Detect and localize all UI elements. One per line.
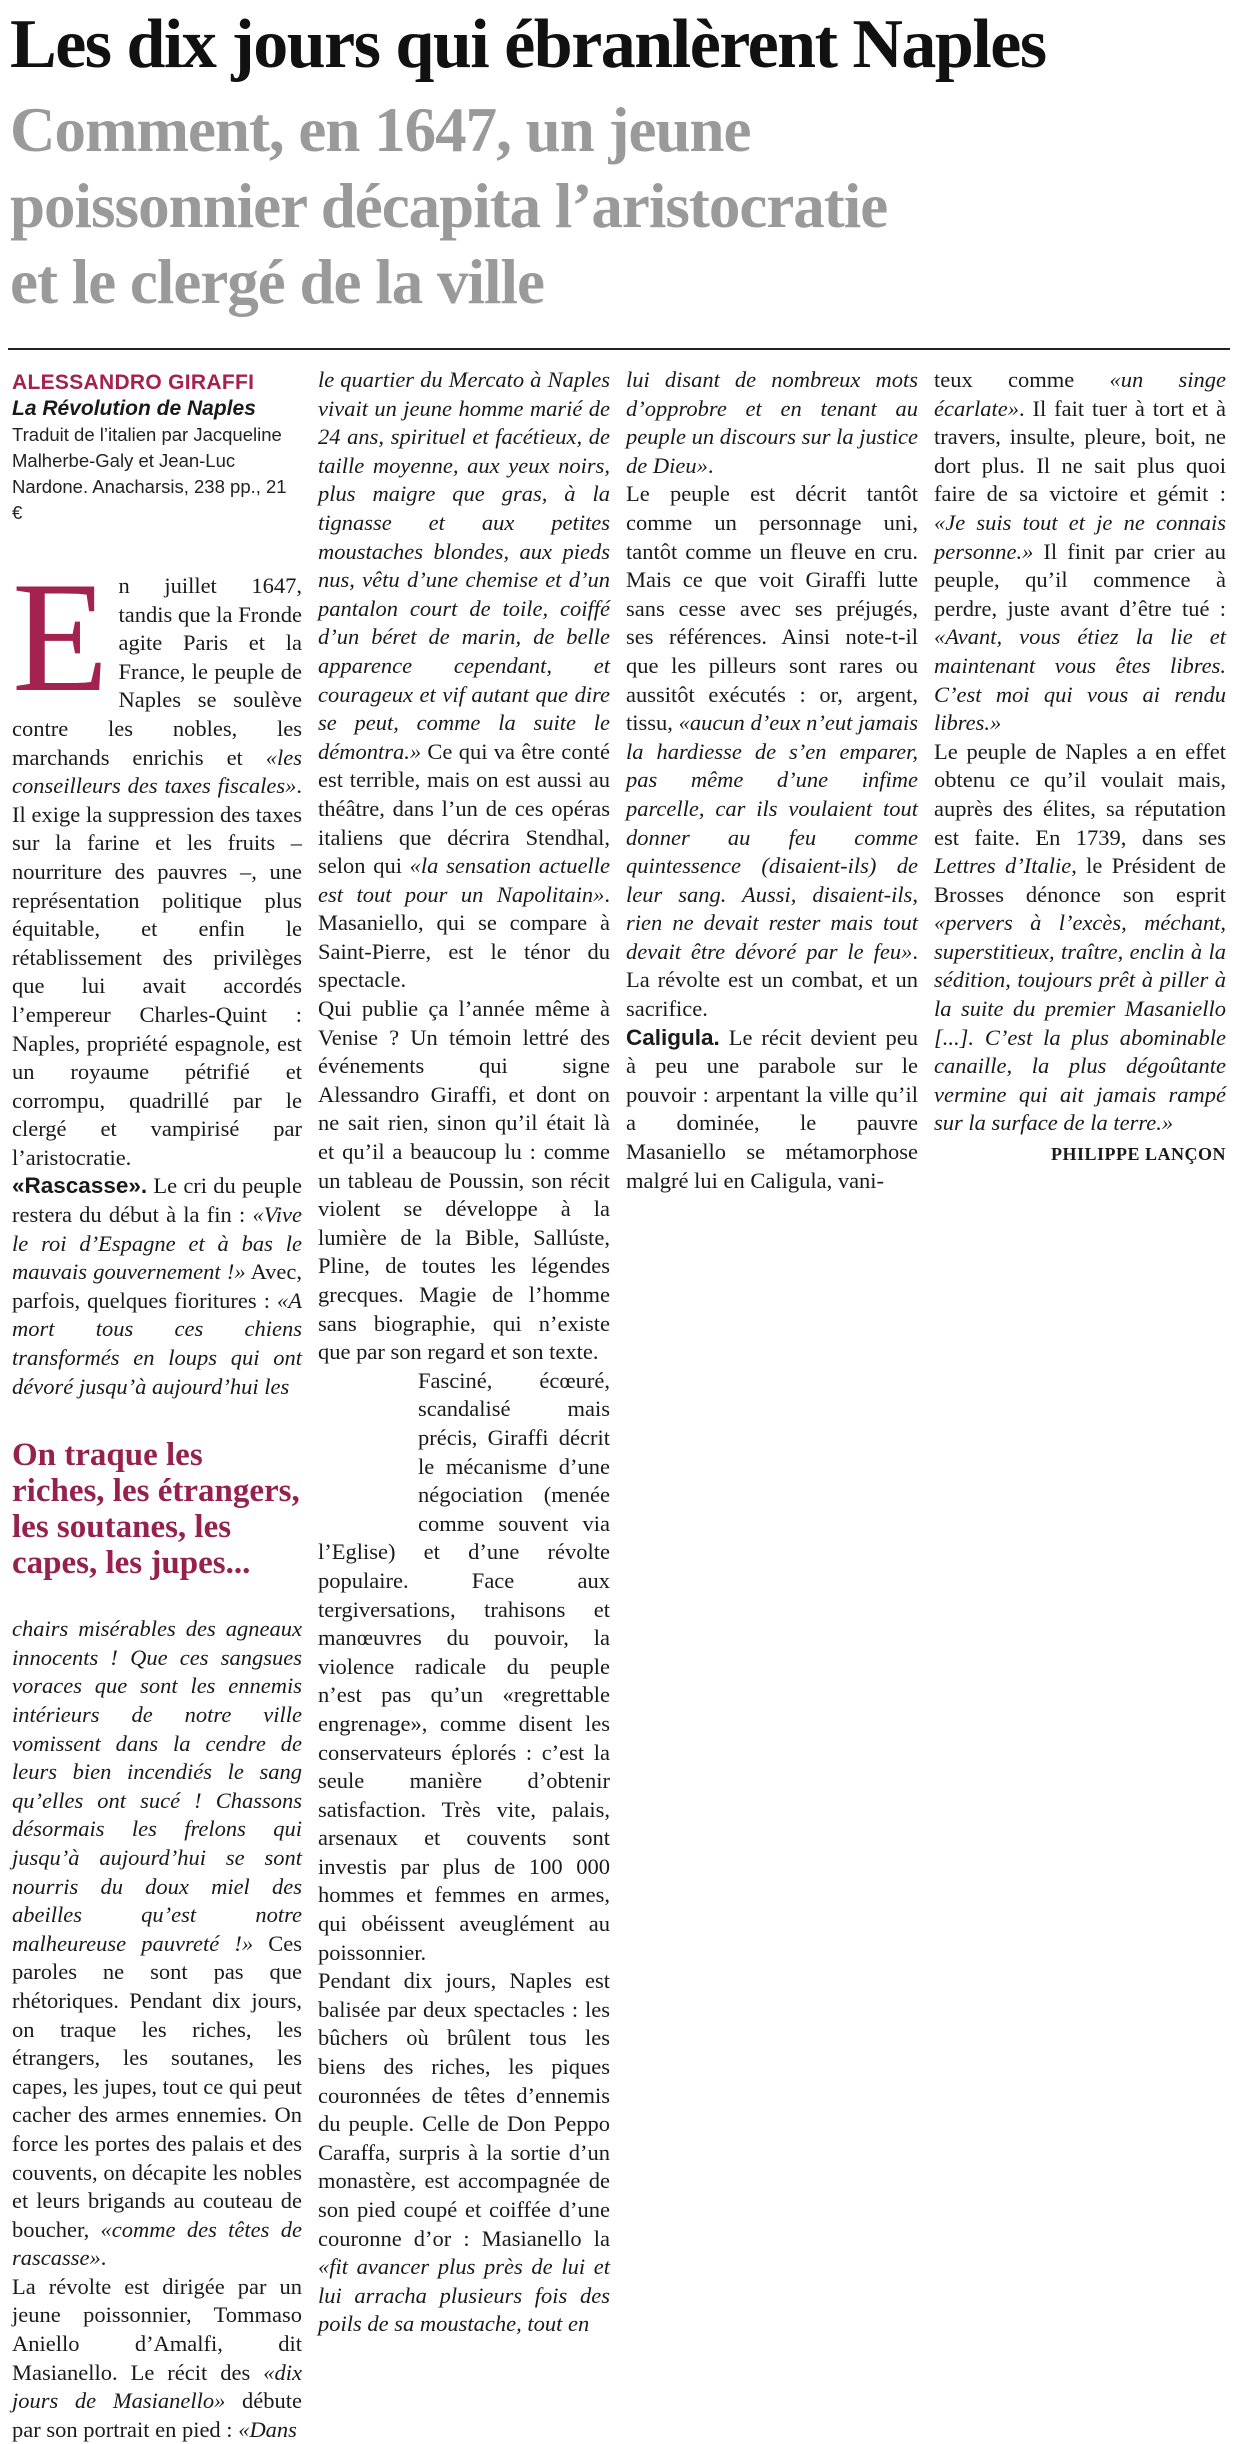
pull-quote: On traque les riches, les étrangers, les soutanes, les capes, les jupes... — [12, 1437, 300, 1582]
text-run: Ces paroles ne sont pas que rhétoriques. Pendant dix jours, on traque les riches, les étrangers, les soutanes, les capes, les jupes, tout ce qui peut cacher des armes ennemies. On force les portes des palais et des couvents, on décapite les nobles et leurs brigands au couteau de boucher, — [12, 1930, 303, 2242]
text-run: Il finit par crier au peuple, qu’il commence à perdre, juste avant d’être tué : — [934, 538, 1226, 621]
text-run: Ce qui va être conté est terrible, mais on est aussi au théâtre, dans l’un de ces opéras italiens que décrira Stendhal, selon qui — [318, 738, 610, 879]
paragraph — [318, 995, 610, 1367]
quote-text: «Avant, vous étiez la lie et maintenant vous êtes libres. C’est moi qui vous ai rendu libres.» — [934, 624, 1226, 736]
divider-rule — [8, 348, 1230, 350]
quote-text: «pervers à l’excès, méchant, superstitieux, traître, enclin à la sédition, toujours prêt à piller à la suite du premier Masaniello [...]. C’est la plus abominable canaille, la plus dégoûtante vermine qui ait jamais rampé sur la surface de la terre.» — [934, 910, 1226, 1136]
quote-text: «fit avancer plus près de lui et lui arracha plusieurs fois des poils de sa moustache, tout en — [318, 2254, 610, 2337]
column-2 — [318, 366, 610, 2339]
quote-text: «Vive le roi d’Espagne et à bas le mauvais gouvernement !» — [12, 1202, 302, 1285]
layout-spacer — [318, 1367, 418, 1510]
paragraph — [626, 366, 918, 480]
column-4 — [934, 366, 1226, 1169]
text-run: Qui publie ça l’année même à Venise ? Un témoin lettré des événements qui signe Alessandro Giraffi, et dont on ne sait rien, sinon qu’il était là et qu’il a beaucoup lu : comme un tableau de Poussin, son récit violent se développe à la lumière de la Bible, Sallúste, Pline, de toutes les légendes grecques. Magie de l’homme sans biographie, qui n’existe que par son regard et son texte. — [318, 996, 610, 1365]
quote-text: «la sensation actuelle est tout pour un Napolitain» — [318, 853, 610, 907]
quote-text: lui disant de nombreux mots d’opprobre et en tenant au peuple un discours sur la justice de Dieu» — [626, 367, 918, 478]
text-run: Le cri du peuple restera du début à la fin : — [12, 1173, 302, 1228]
text-run: teux comme — [934, 367, 1110, 392]
text-run: . La révolte est un combat, et un sacrifice. — [626, 938, 918, 1022]
text-run: , le Président de Brosses dénonce son esprit — [934, 853, 1226, 907]
column-3 — [626, 366, 918, 1195]
book-info — [12, 370, 302, 526]
quote-text: «comme des têtes de rascasse» — [12, 2216, 302, 2271]
section-lead: Caligula. — [626, 1024, 720, 1050]
text-run: . Il fait tuer à tort et à travers, insulte, pleure, boit, ne dort plus. Il ne sait plus quoi faire de sa victoire et gémit : — [934, 395, 1226, 507]
quote-text: «Je suis tout et je ne connais personne.» — [934, 509, 1226, 564]
paragraph — [934, 366, 1226, 738]
body-text — [626, 366, 918, 1195]
quote-text: «les conseilleurs des taxes fiscales» — [12, 744, 302, 799]
section-lead: «Rascasse». — [12, 1173, 148, 1199]
book-details: Traduit de l’italien par Jacqueline Malherbe-Galy et Jean-Luc Nardone. Anacharsis, 238 pp., 21 € — [12, 424, 287, 523]
paragraph — [12, 1615, 302, 2273]
quote-text: «dix jours de Masianello» — [12, 2359, 302, 2414]
column-1 — [12, 366, 302, 2444]
text-run: Pendant dix jours, Naples est balisée par deux spectacles : les bûchers où brûlent tous les biens des riches, les piques couronnées de têtes d’ennemis du peuple. Celle de Don Peppo Caraffa, surpris à la sortie d’un monastère, est accompagnée de son pied coupé et coiffée d’une couronne d’or : Masianello la — [318, 1968, 610, 2251]
article-subtitle — [10, 92, 1235, 320]
paragraph — [318, 1367, 610, 1967]
text-run: . — [707, 452, 714, 478]
paragraph — [626, 1024, 918, 1196]
quote-text: Lettres d’Italie — [934, 853, 1072, 879]
quote-text: «un singe écarlate» — [934, 367, 1226, 421]
paragraph — [12, 1172, 302, 1401]
subtitle-line: et le clergé de la ville — [10, 247, 544, 317]
subtitle-line: Comment, en 1647, un jeune — [10, 95, 751, 165]
body-text — [12, 1615, 302, 2444]
paragraph — [626, 480, 918, 1023]
text-run: . Masaniello, qui se compare à Saint-Pierre, est le ténor du spectacle. — [318, 881, 610, 993]
quote-text: «aucun d’eux n’eut jamais la hardiesse de s’en emparer, pas même d’une infime parcelle, car ils voulaient tout donner au feu comme quintessence (disaient-ils) de leur sang. Aussi, disaient-ils, rien ne devait rester mais tout devait être dévoré par le feu» — [626, 710, 918, 964]
body-text — [318, 366, 610, 1367]
text-run: Le récit devient peu à peu une parabole sur le pouvoir : arpentant la ville qu’il a dominée, le pauvre Masaniello se métamorphose malgré lui en Caligula, vani- — [626, 1024, 918, 1193]
quote-text: chairs misérables des agneaux innocents ! Que ces sangsues voraces que sont les ennemis intérieurs de notre ville vomissent dans la cendre de leurs bien incendiés le sang qu’elles ont sucé ! Chassons désormais les frelons qui jusqu’à aujourd’hui se sont nourris du doux miel des abeilles qu’est notre malheureuse pauvreté !» — [12, 1616, 302, 1956]
article-signature: PHILIPPE LANÇON — [1050, 1144, 1226, 1165]
article-title: Les dix jours qui ébranlèrent Naples — [10, 6, 1046, 83]
body-text — [318, 1367, 610, 2339]
body-text — [934, 366, 1226, 1138]
text-run: . — [100, 2245, 107, 2271]
text-run: La révolte est dirigée par un jeune poissonnier, Tommaso Aniello d’Amalfi, dit Masianello. Le récit des — [12, 2273, 302, 2385]
text-run: Avec, parfois, quelques fioritures : — [12, 1259, 302, 1313]
book-author: ALESSANDRO GIRAFFI — [12, 371, 255, 394]
paragraph — [12, 2273, 302, 2444]
paragraph — [934, 738, 1226, 1138]
text-run: Le peuple est décrit tantôt comme un personnage uni, tantôt comme un fleuve en cru. Mais ce que voit Giraffi lutte sans cesse avec ses préjugés, ses références. Ainsi note-t-il que les pilleurs sont rares ou aussitôt exécutés : or, argent, tissu, — [626, 481, 918, 736]
drop-cap: E — [12, 550, 109, 725]
subtitle-line: poissonnier décapita l’aristocratie — [10, 171, 888, 241]
text-run: . Il exige la suppression des taxes sur la farine et les fruits – nourriture des pauvres –, une représentation politique plus équitable, et enfin le rétablissement des privilèges que lui avait accordés l’empereur Charles-Quint : Naples, propriété espagnole, est un royaume pétrifié et corrompu, quadrillé par le clergé et vampirisé par l’aristocratie. — [12, 773, 302, 1170]
quote-text: «Dans — [238, 2416, 297, 2442]
paragraph — [318, 1967, 610, 2339]
quote-text: le quartier du Mercato à Naples vivait un jeune homme marié de 24 ans, spirituel et facétieux, de taille moyenne, aux yeux noirs, plus maigre que gras, à la tignasse et aux petites moustaches blondes, aux pieds nus, vêtu d’une chemise et d’un pantalon court de toile, coiffé d’un béret de marin, de belle apparence cependant, et courageux et vif autant que dire se peut, comme la suite le démontra.» — [318, 367, 610, 764]
quote-text: «A mort tous ces chiens transformés en loups qui ont dévoré jusqu’à aujourd’hui les — [12, 1287, 302, 1399]
text-run: n juillet 1647, tandis que la Fronde agite Paris et la France, le peuple de Naples se soulève contre les nobles, les marchands enrichis et — [12, 573, 302, 770]
text-run: Le peuple de Naples a en effet obtenu ce qu’il voulait mais, auprès des élites, sa réputation est faite. En 1739, dans ses — [934, 738, 1226, 850]
text-run: Fasciné, écœuré, scandalisé mais précis, Giraffi décrit le mécanisme d’une négociation (menée comme souvent via l’Eglise) et d’une révolte populaire. Face aux tergiversations, trahisons et manœuvres du pouvoir, la violence radicale du peuple n’est pas qu’un «regrettable engrenage», comme disent les conservateurs éplorés : c’est la seule manière d’obtenir satisfaction. Très vite, palais, arsenaux et couvents sont investis par plus de 100 000 hommes et femmes en armes, qui obéissent aveuglément au poissonnier. — [318, 1367, 610, 1965]
book-title: La Révolution de Naples — [12, 397, 256, 420]
paragraph — [318, 366, 610, 995]
text-run: débute par son portrait en pied : — [12, 2388, 302, 2442]
